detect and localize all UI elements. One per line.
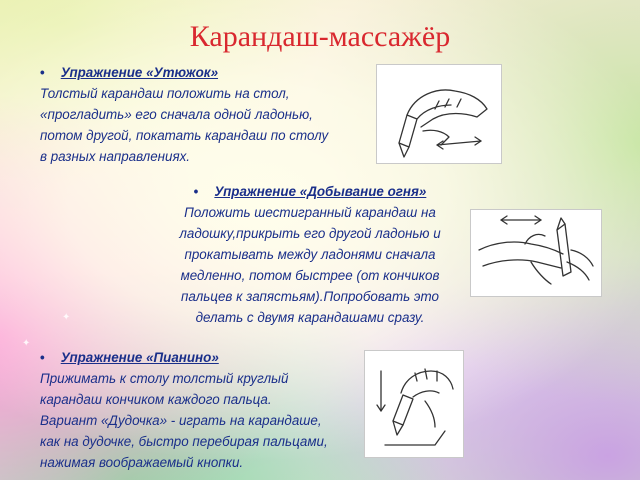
bullet-icon: • [40, 350, 45, 365]
exercise-heading: Упражнение «Пианино» [60, 350, 219, 365]
exercise-text-line: «прогладить» его сначала одной ладонью, [40, 107, 313, 122]
exercise-fire-block [150, 181, 470, 328]
exercise-text-line: Прижимать к столу толстый круглый [40, 371, 289, 386]
exercise-text-line: Положить шестигранный карандаш на [184, 205, 436, 220]
exercise-text-line: карандаш кончиком каждого пальца. [40, 392, 272, 407]
sparkle-icon: ✦ [22, 338, 31, 349]
exercise-text-line: делать с двумя карандашами сразу. [195, 310, 425, 325]
exercise-text-line: Толстый карандаш положить на стол, [40, 86, 290, 101]
exercise-text-line: пальцев к запястьям).Попробовать это [181, 289, 439, 304]
bullet-icon: • [193, 184, 199, 199]
exercise-text-line: медленно, потом быстрее (от кончиков [180, 268, 440, 283]
exercise-text-line: в разных направлениях. [40, 149, 191, 164]
sparkle-icon: ✦ [62, 312, 71, 323]
exercise-heading: Упражнение «Добывание огня» [214, 184, 427, 199]
exercise-text-line: нажимая воображаемый кнопки. [40, 455, 244, 470]
bullet-icon: • [40, 65, 45, 80]
hand-rolling-pencil-icon [376, 64, 502, 164]
exercise-text-line: потом другой, покатать карандаш по столу [40, 128, 329, 143]
exercise-piano-block [40, 347, 328, 473]
exercise-heading: Упражнение «Утюжок» [60, 65, 219, 80]
exercise-text-line: Вариант «Дудочка» - играть на карандаше, [40, 413, 322, 428]
fingers-pressing-pencil-icon [364, 350, 464, 458]
exercise-iron-block [40, 62, 328, 167]
exercise-text-line: ладошку,прикрыть его другой ладонью и [179, 226, 441, 241]
palms-rolling-pencil-icon [470, 209, 602, 297]
exercise-text-line: как на дудочке, быстро перебирая пальцами, [40, 434, 328, 449]
exercise-text-line: прокатывать между ладонями сначала [184, 247, 436, 262]
page-title: Карандаш-массажёр [189, 20, 451, 53]
